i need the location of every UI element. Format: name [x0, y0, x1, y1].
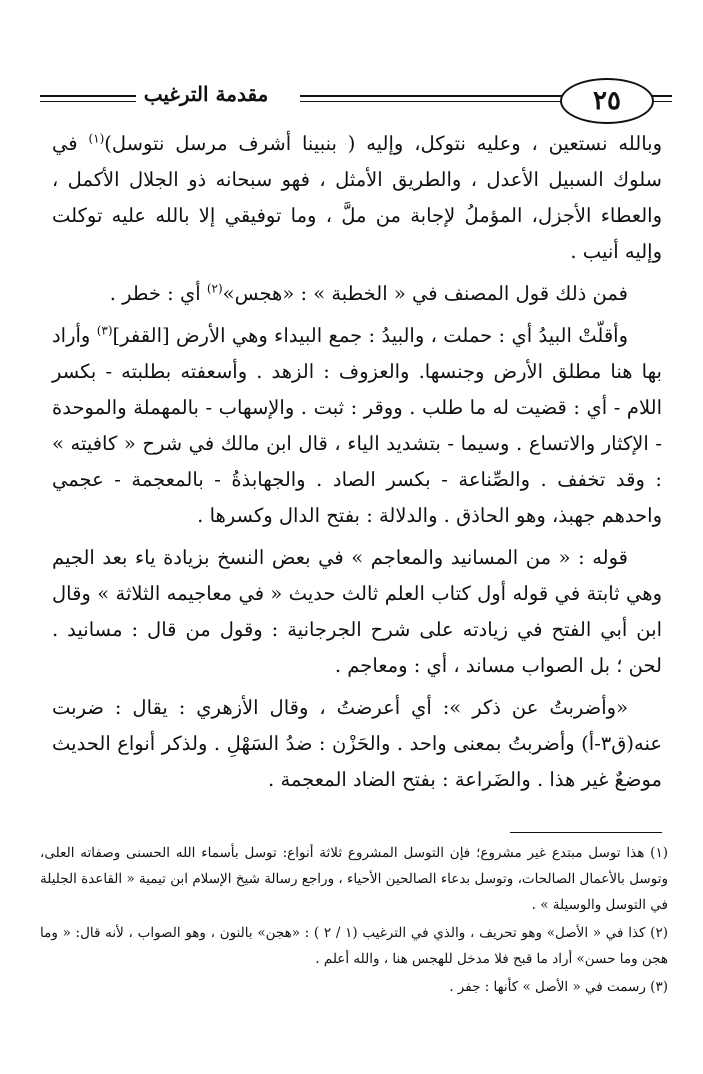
footnote-ref: (١) [88, 131, 105, 146]
paragraph [52, 318, 662, 534]
footnote-ref: (٣) [96, 323, 113, 338]
paragraph-text: وأراد بها هنا مطلق الأرض وجنسها. والعزوف : الزهد . وأسعفته بطلبته - بكسر اللام - أي : قضيت له ما طلب . ووقر : ثبت . والإسهاب - بالمهملة والموحدة - الإكثار والاتساع . وسيما - بتشديد الياء ، قال ابن مالك في شرح « كافيته » : وقد تخفف . والصِّناعة - بكسر الصاد . والجهابذةُ - بالمعجمة - عجمي واحدهم جهبذ، وهو الحاذق . والدلالة : بفتح الدال وكسرها . [52, 324, 662, 527]
paragraph: «وأضربتُ عن ذكر »: أي أعرضتُ ، وقال الأزهري : يقال : ضربت عنه(ق٣-أ) وأضربتُ بمعنى واحد . والحَزْن : ضدُ السَهْلِ . ولذكر أنواع الحديث موضعٌ غير هذا . والضَراعة : بفتح الضاد المعجمة . [52, 696, 662, 791]
footnote-separator [510, 832, 662, 833]
main-text [52, 126, 662, 804]
footnote: (١) هذا توسل مبتدع غير مشروع؛ فإن التوسل المشروع ثلاثة أنواع: توسل بأسماء الله الحسنى وصفاته العلى، وتوسل بالأعمال الصالحات، وتوسل بدعاء الصالحين الأحياء ، وراجع رسالة شيخ الإسلام ابن تيمية « القاعدة الجليلة في التوسل والوسيلة » . [40, 845, 668, 913]
footnotes [40, 840, 668, 1002]
header-rule [300, 101, 572, 102]
footnote-ref: (٢) [206, 281, 223, 296]
paragraph-text: فمن ذلك قول المصنف في « الخطبة » : «هجس» [222, 282, 628, 305]
paragraph-text: وأقلّتْ البيدُ أي : حملت ، والبيدُ : جمع البيداء وهي الأرض [القفر] [112, 324, 628, 347]
paragraph-text: في سلوك السبيل الأعدل ، والطريق الأمثل ، فهو سبحانه ذو الجلال الأكمل ، والعطاء الأجزل، المؤملُ لإجابة من ملَّ ، وما توفيقي إلا بالله عليه توكلت وإليه أنيب . [52, 132, 662, 263]
footnote: (٢) كذا في « الأصل» وهو تحريف ، والذي في الترغيب (١ / ٢ ) : «هجن» بالنون ، وهو الصواب ، لأنه قال: « وما هجن وما حسن» أراد ما قبح فلا مدخل للهجس هنا ، والله أعلم . [40, 925, 668, 967]
paragraph-text: وبالله نستعين ، وعليه نتوكل، وإليه ( بنبينا أشرف مرسل نتوسل) [104, 132, 662, 155]
page-number: ٢٥ [560, 78, 654, 124]
paragraph-text: أي : خطر . [109, 282, 207, 305]
paragraph: قوله : « من المسانيد والمعاجم » في بعض النسخ بزيادة ياء بعد الجيم وهي ثابتة في قوله أول كتاب العلم ثالث حديث « في معاجيمه الثلاثة » وقال ابن أبي الفتح في زيادته على شرح الجرجانية : وقول من قال : مسانيد . لحن ؛ بل الصواب مساند ، أي : ومعاجم . [52, 546, 662, 677]
footnote: (٣) رسمت في « الأصل » كأنها : جفر . [449, 979, 668, 995]
paragraph [52, 276, 662, 312]
header-rule [300, 95, 572, 97]
paragraph [52, 126, 662, 270]
running-title: مقدمة الترغيب [136, 82, 276, 106]
page-header [40, 78, 672, 122]
